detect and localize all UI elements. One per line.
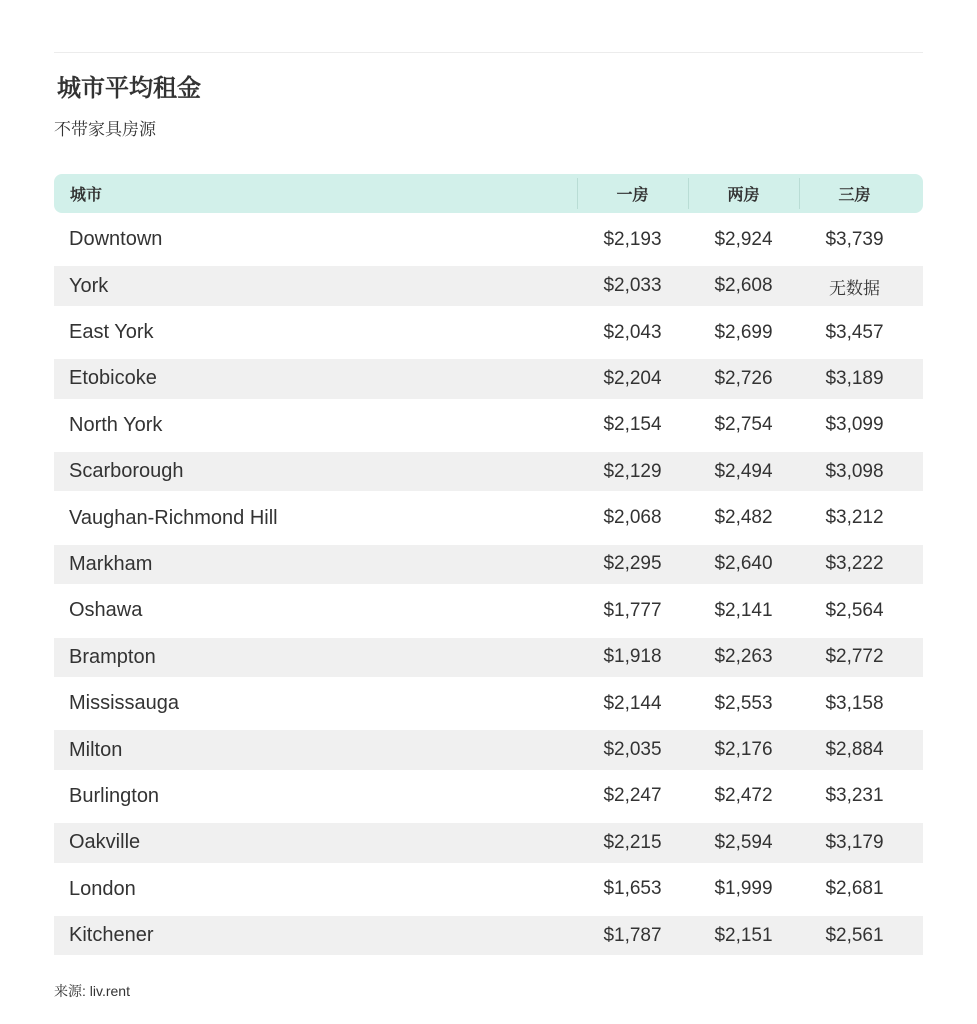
- table-row: [54, 406, 923, 446]
- table-row: [54, 545, 923, 585]
- one-bedroom-cell: $2,193: [603, 228, 662, 250]
- three-bedroom-cell: $3,158: [825, 692, 884, 714]
- two-bedroom-cell: $2,608: [714, 275, 773, 297]
- city-cell: Etobicoke: [69, 367, 157, 390]
- city-cell: York: [69, 274, 109, 297]
- city-cell: Milton: [69, 738, 123, 761]
- one-bedroom-cell: $1,918: [603, 646, 662, 668]
- one-bedroom-cell: $2,144: [603, 692, 662, 714]
- table-row: [54, 359, 923, 399]
- one-bedroom-cell: $2,035: [603, 739, 662, 761]
- city-cell: Oshawa: [69, 599, 143, 622]
- column-header-three-bedroom: 三房: [799, 174, 910, 213]
- one-bedroom-cell: $2,068: [603, 507, 662, 529]
- two-bedroom-cell: $2,176: [714, 739, 773, 761]
- one-bedroom-cell: $2,247: [603, 785, 662, 807]
- table-row: [54, 638, 923, 678]
- table-row: [54, 452, 923, 492]
- city-cell: Markham: [69, 552, 153, 575]
- table-row: [54, 313, 923, 353]
- three-bedroom-cell: $2,564: [825, 599, 884, 621]
- page-subtitle: 不带家具房源: [54, 120, 156, 139]
- two-bedroom-cell: $2,726: [714, 367, 773, 389]
- two-bedroom-cell: $2,699: [714, 321, 773, 343]
- city-cell: London: [69, 877, 136, 900]
- table-row: [54, 777, 923, 817]
- city-cell: Vaughan-Richmond Hill: [69, 506, 278, 529]
- table-header: [54, 174, 923, 213]
- one-bedroom-cell: $2,204: [603, 367, 662, 389]
- table-row: [54, 591, 923, 631]
- two-bedroom-cell: $2,494: [714, 460, 773, 482]
- one-bedroom-cell: $2,033: [603, 275, 662, 297]
- two-bedroom-cell: $1,999: [714, 878, 773, 900]
- table-row: [54, 220, 923, 260]
- table-row: [54, 266, 923, 306]
- page-title: 城市平均租金: [57, 75, 201, 102]
- one-bedroom-cell: $1,787: [603, 924, 662, 946]
- rent-table: [54, 174, 923, 955]
- three-bedroom-cell: $3,179: [825, 831, 884, 853]
- three-bedroom-cell: $2,561: [825, 924, 884, 946]
- top-divider: [54, 52, 923, 53]
- one-bedroom-cell: $2,154: [603, 414, 662, 436]
- two-bedroom-cell: $2,640: [714, 553, 773, 575]
- two-bedroom-cell: $2,263: [714, 646, 773, 668]
- city-cell: Oakville: [69, 831, 141, 854]
- one-bedroom-cell: $2,215: [603, 831, 662, 853]
- two-bedroom-cell: $2,151: [714, 924, 773, 946]
- table-row: [54, 730, 923, 770]
- three-bedroom-cell: $2,681: [825, 878, 884, 900]
- table-row: [54, 869, 923, 909]
- source-note: 来源: liv.rent: [54, 983, 130, 999]
- city-cell: North York: [69, 413, 163, 436]
- table-row: [54, 498, 923, 538]
- city-cell: Burlington: [69, 784, 160, 807]
- two-bedroom-cell: $2,141: [714, 599, 773, 621]
- three-bedroom-cell: $3,222: [825, 553, 884, 575]
- one-bedroom-cell: $2,129: [603, 460, 662, 482]
- three-bedroom-cell: $3,457: [825, 321, 884, 343]
- two-bedroom-cell: $2,472: [714, 785, 773, 807]
- table-row: [54, 823, 923, 863]
- two-bedroom-cell: $2,594: [714, 831, 773, 853]
- one-bedroom-cell: $2,295: [603, 553, 662, 575]
- three-bedroom-cell: $2,772: [825, 646, 884, 668]
- three-bedroom-cell: $3,231: [825, 785, 884, 807]
- city-cell: Mississauga: [69, 692, 180, 715]
- three-bedroom-cell: $2,884: [825, 739, 884, 761]
- city-cell: Brampton: [69, 645, 156, 668]
- three-bedroom-cell: $3,739: [825, 228, 884, 250]
- two-bedroom-cell: $2,924: [714, 228, 773, 250]
- one-bedroom-cell: $1,653: [603, 878, 662, 900]
- column-header-one-bedroom: 一房: [577, 174, 688, 213]
- city-cell: Scarborough: [69, 460, 184, 483]
- three-bedroom-cell: $3,189: [825, 367, 884, 389]
- two-bedroom-cell: $2,754: [714, 414, 773, 436]
- two-bedroom-cell: $2,553: [714, 692, 773, 714]
- city-cell: East York: [69, 321, 154, 344]
- three-bedroom-cell: $3,212: [825, 507, 884, 529]
- city-cell: Downtown: [69, 228, 163, 251]
- two-bedroom-cell: $2,482: [714, 507, 773, 529]
- column-header-two-bedroom: 两房: [688, 174, 799, 213]
- table-row: [54, 916, 923, 956]
- column-header-city: 城市: [70, 187, 103, 204]
- three-bedroom-cell: 无数据: [829, 278, 880, 298]
- three-bedroom-cell: $3,099: [825, 414, 884, 436]
- table-row: [54, 684, 923, 724]
- three-bedroom-cell: $3,098: [825, 460, 884, 482]
- one-bedroom-cell: $2,043: [603, 321, 662, 343]
- city-cell: Kitchener: [69, 924, 154, 947]
- one-bedroom-cell: $1,777: [603, 599, 662, 621]
- table-body: [54, 220, 923, 955]
